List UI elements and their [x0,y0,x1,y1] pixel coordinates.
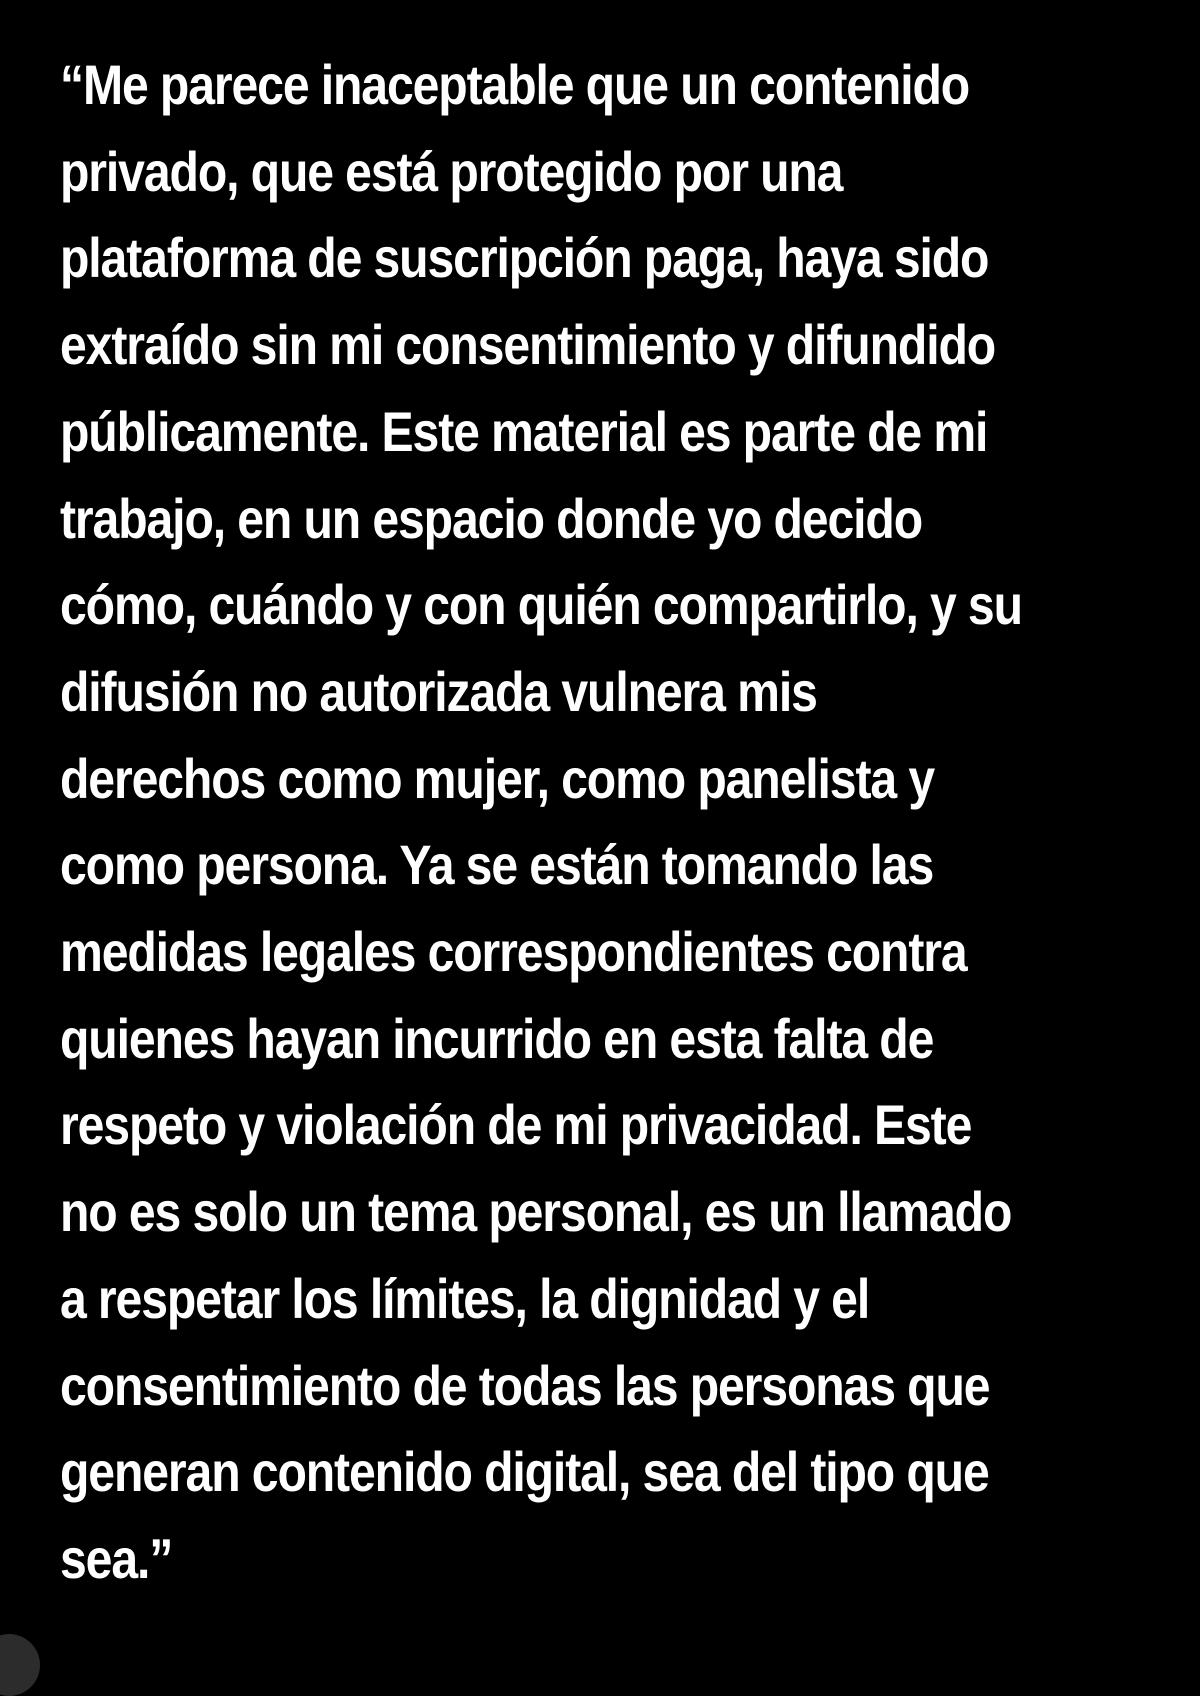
quote-line: no es solo un tema personal, es un llamado [60,1180,1012,1244]
corner-avatar-circle [0,1634,40,1696]
quote-line: quienes hayan incurrido en esta falta de [60,1006,934,1070]
quote-line: como persona. Ya se están tomando las [60,833,934,897]
quote-line: cómo, cuándo y con quién compartirlo, y su [60,573,1022,637]
quote-line: consentimiento de todas las personas que [60,1353,990,1417]
quote-line: públicamente. Este material es parte de mi [60,399,988,463]
quote-line: trabajo, en un espacio donde yo decido [60,486,923,550]
quote-text [60,42,1023,1603]
quote-line: sea.” [60,1526,173,1590]
quote-line: privado, que está protegido por una [60,139,843,203]
quote-line: a respetar los límites, la dignidad y el [60,1266,870,1330]
quote-line: plataforma de suscripción paga, haya sido [60,226,989,290]
quote-line: generan contenido digital, sea del tipo que [60,1440,989,1504]
quote-line: extraído sin mi consentimiento y difundido [60,313,996,377]
quote-line: “Me parece inaceptable que un contenido [60,53,970,116]
quote-line: difusión no autorizada vulnera mis [60,659,817,723]
quote-line: respeto y violación de mi privacidad. Este [60,1093,972,1157]
quote-line: medidas legales correspondientes contra [60,920,967,984]
quote-line: derechos como mujer, como panelista y [60,746,934,810]
